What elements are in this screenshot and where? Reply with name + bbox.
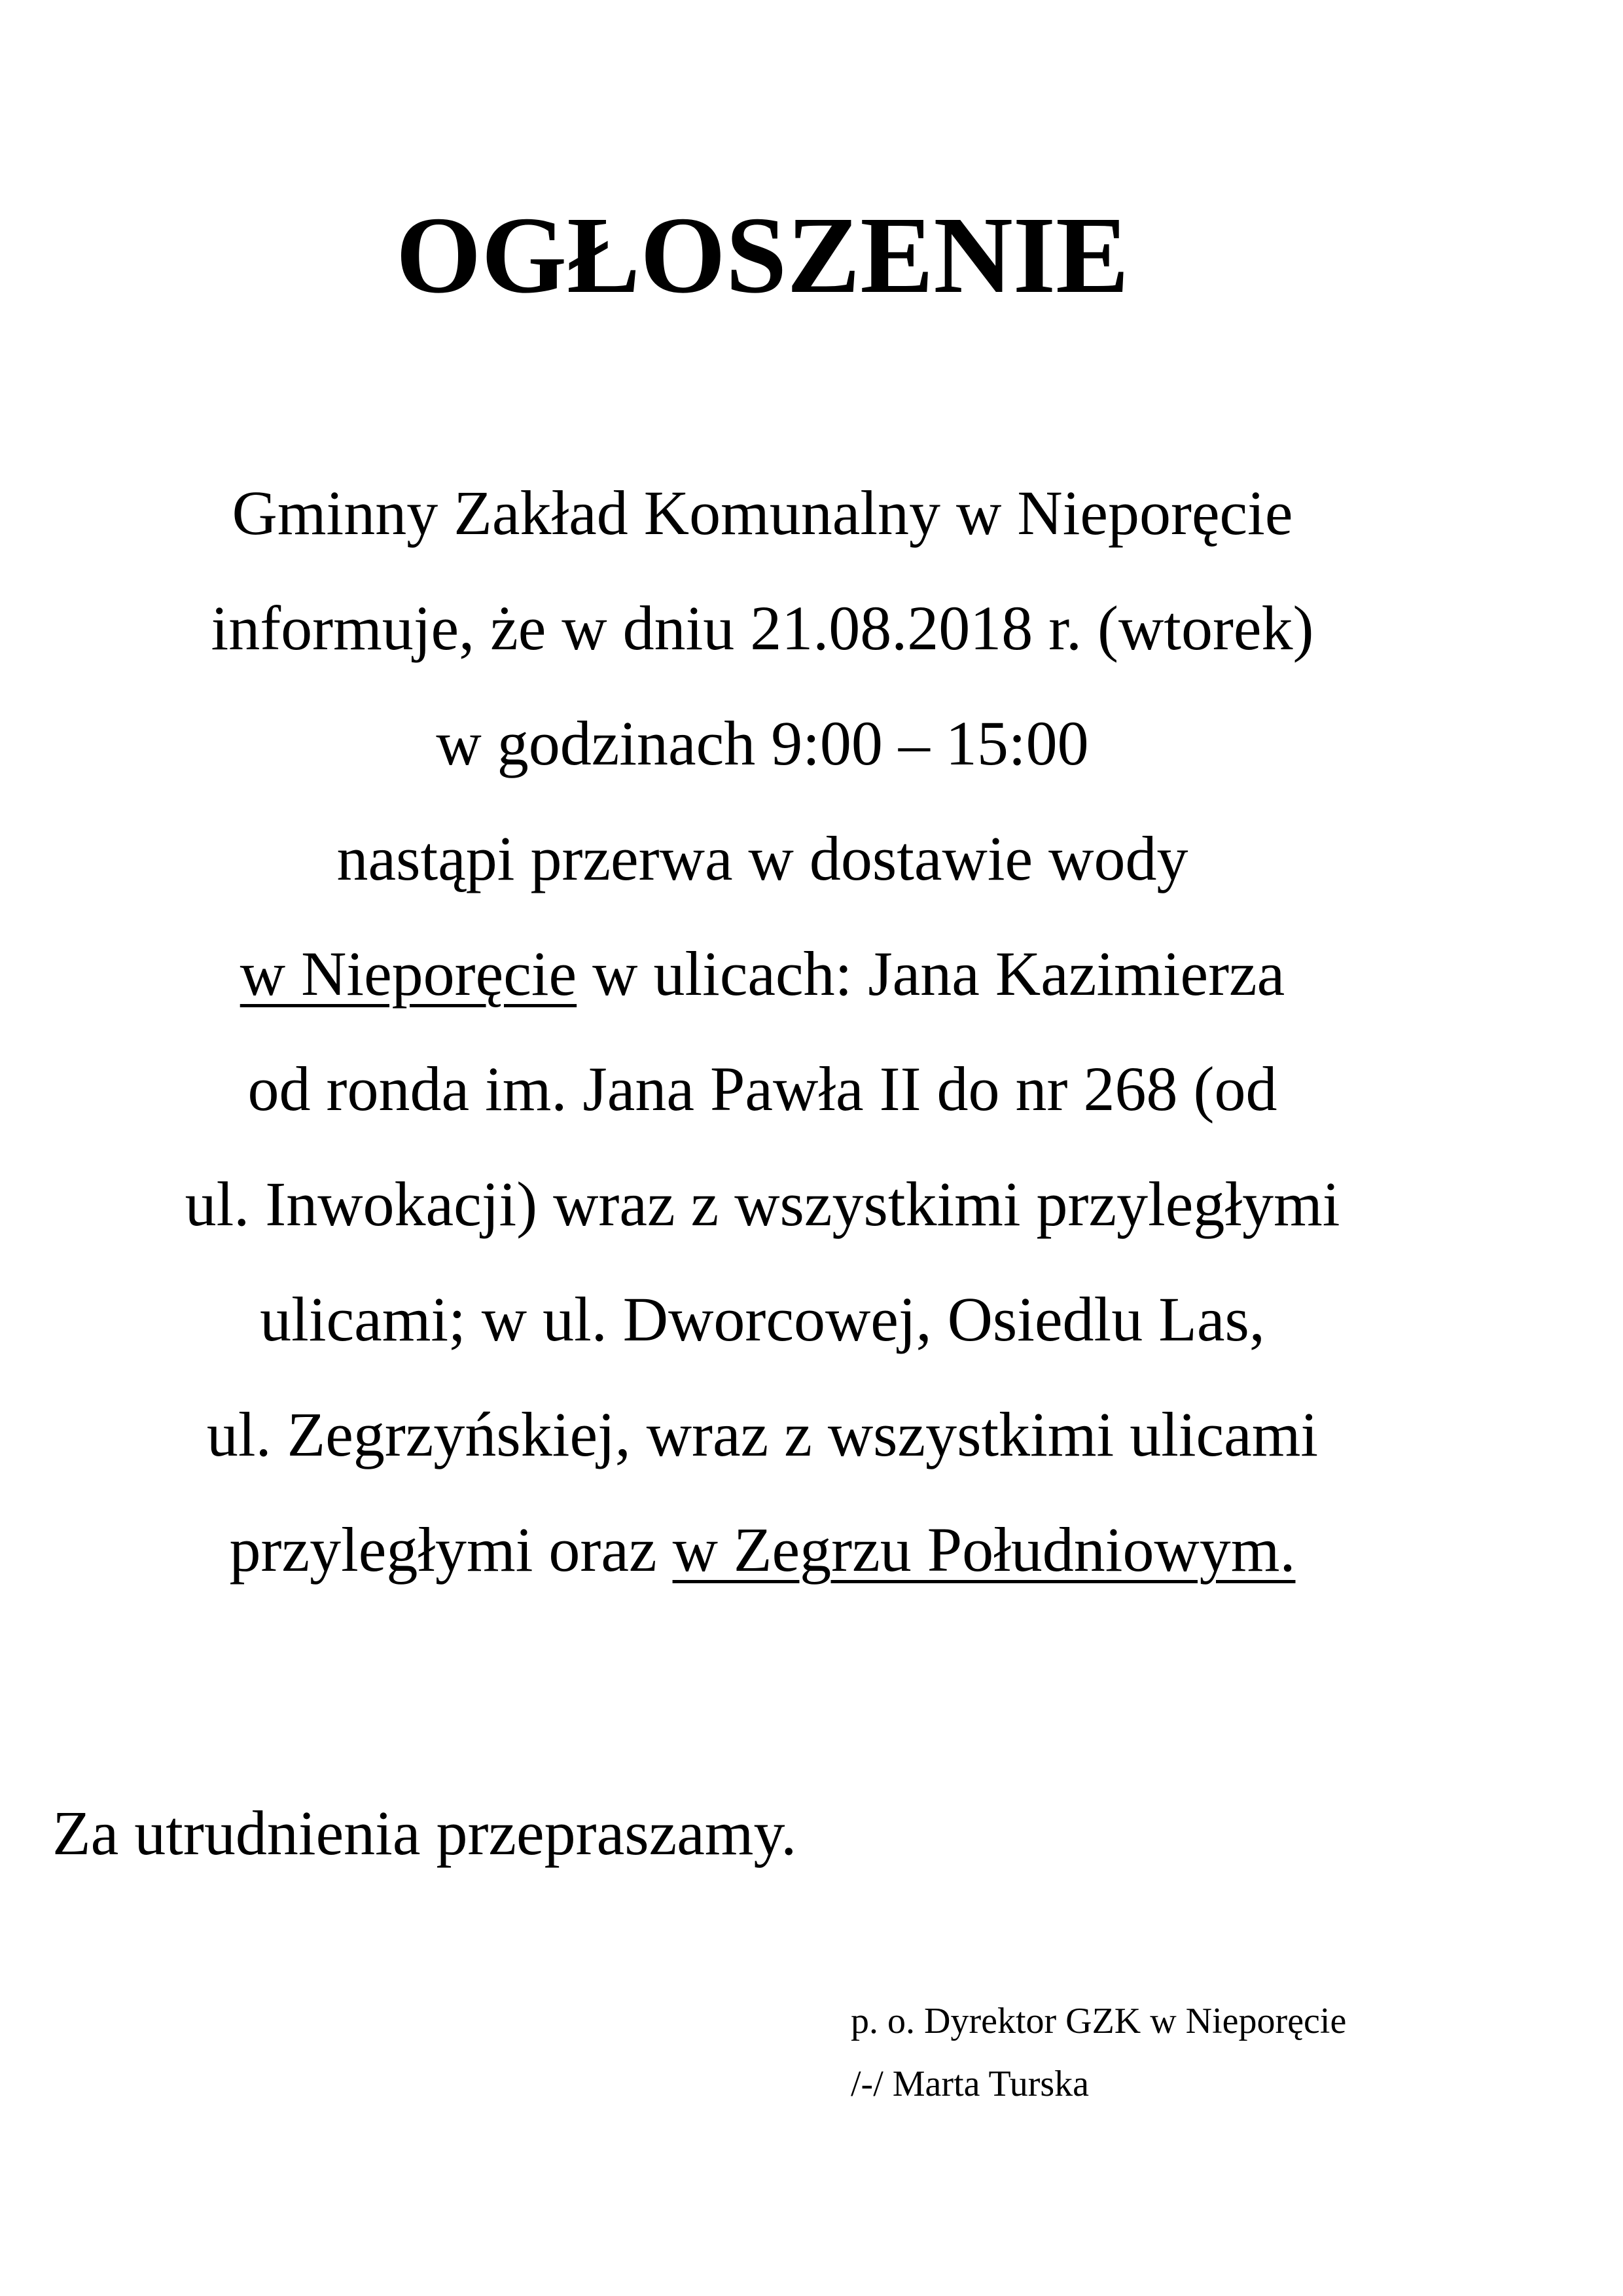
signature-name: /-/ Marta Turska [851, 2064, 1089, 2104]
notice-line-5-rest: w ulicach: Jana Kazimierza [577, 939, 1285, 1009]
notice-line-5 [79, 916, 1446, 1031]
notice-title: OGŁOSZENIE [395, 194, 1130, 316]
notice-line-8: ulicami; w ul. Dworcowej, Osiedlu Las, [260, 1284, 1265, 1354]
notice-line-10 [79, 1492, 1446, 1607]
notice-body [79, 456, 1446, 1607]
signature-block [851, 1990, 1346, 2115]
notice-line-9: ul. Zegrzyńskiej, wraz z wszystkimi ulicami [206, 1399, 1319, 1469]
notice-line-7: ul. Inwokacji) wraz z wszystkimi przyległymi [185, 1169, 1340, 1239]
location-zegrze-underlined: w Zegrzu Południowym. [672, 1515, 1296, 1585]
notice-line-6: od ronda im. Jana Pawła II do nr 268 (od [247, 1054, 1277, 1124]
notice-line-1: Gminny Zakład Komunalny w Nieporęcie [232, 478, 1293, 548]
signature-role: p. o. Dyrektor GZK w Nieporęcie [851, 2001, 1347, 2041]
notice-line-2: informuje, że w dniu 21.08.2018 r. (wtorek) [211, 593, 1314, 663]
location-nieporet-underlined: w Nieporęcie [240, 939, 577, 1009]
notice-line-10-plain: przyległymi oraz [229, 1515, 673, 1585]
apology-text: Za utrudnienia przepraszamy. [52, 1798, 797, 1868]
notice-line-3: w godzinach 9:00 – 15:00 [436, 708, 1089, 778]
notice-line-4: nastąpi przerwa w dostawie wody [336, 823, 1188, 893]
